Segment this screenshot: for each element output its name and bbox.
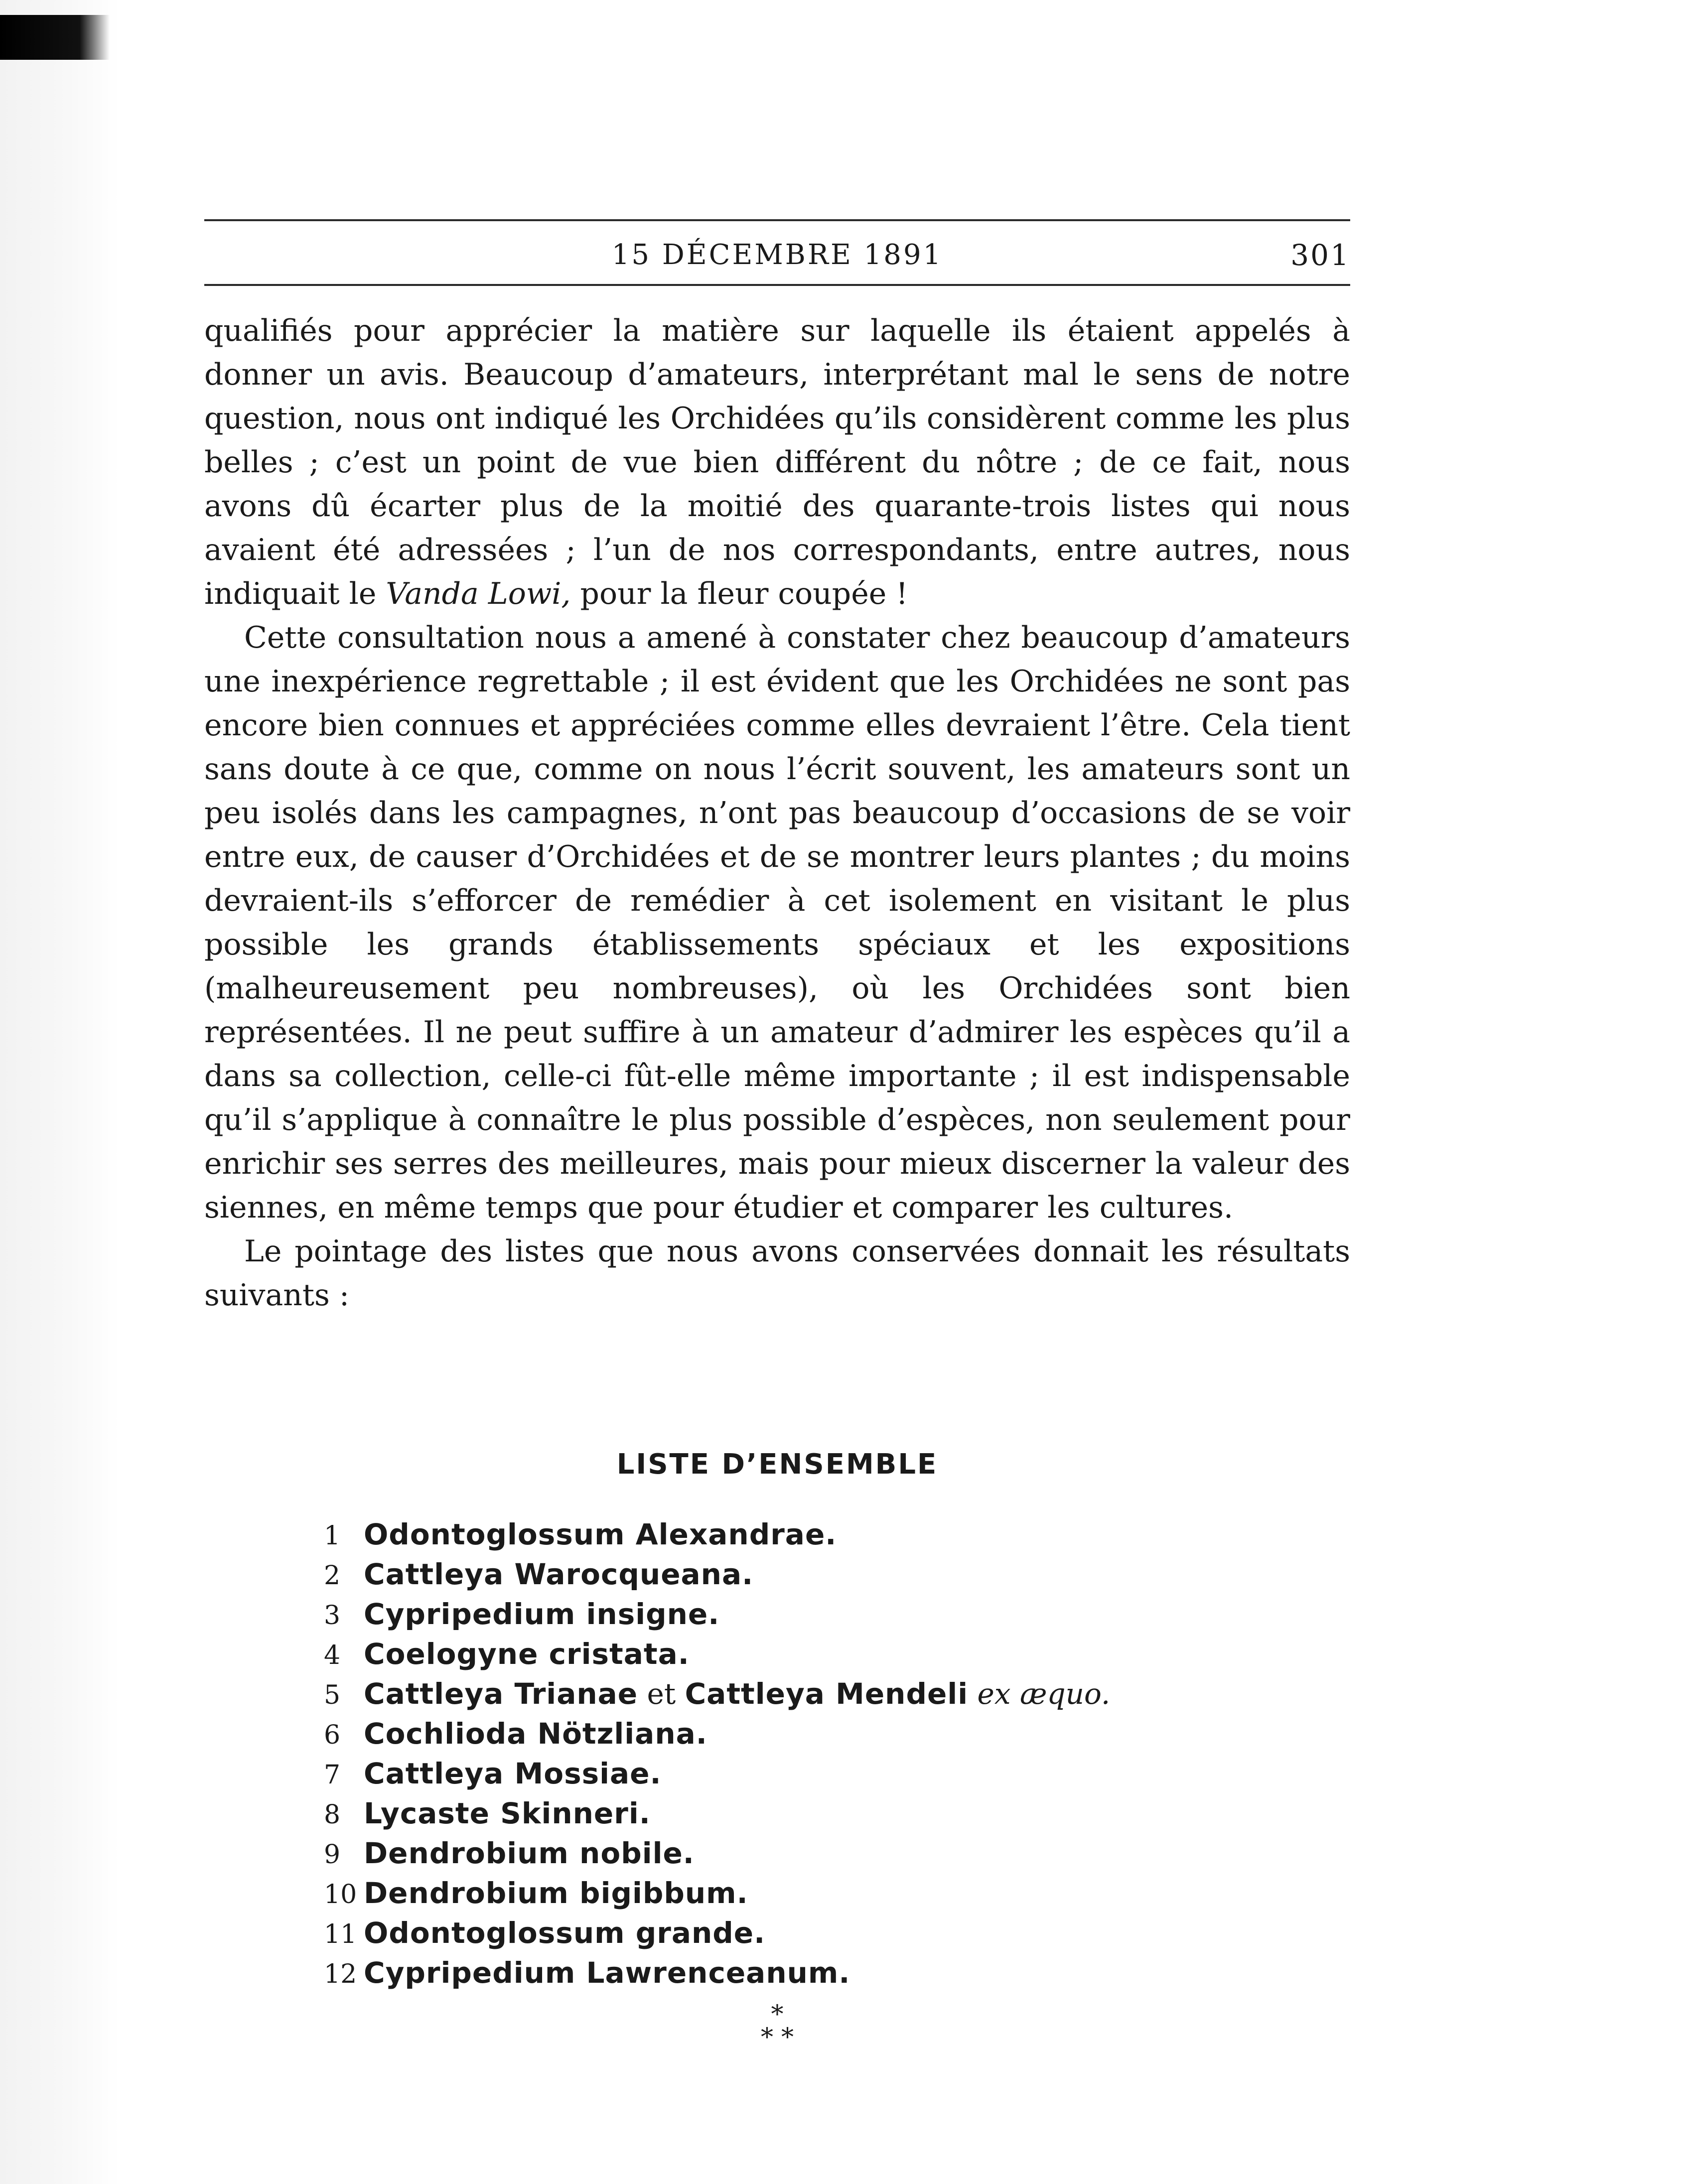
header-rule-top	[204, 219, 1350, 221]
list-item-number: 1	[324, 1521, 341, 1551]
species-name: Dendrobium nobile.	[364, 1836, 695, 1870]
list-item	[324, 1913, 1270, 1953]
connector-text: et	[638, 1677, 685, 1711]
list-item	[324, 1634, 1270, 1674]
header-date: 15 DÉCEMBRE 1891	[611, 239, 943, 271]
list-item	[324, 1793, 1270, 1833]
species-name: Dendrobium bigibbum.	[364, 1876, 748, 1910]
body-text	[204, 309, 1350, 1317]
species-name: Cypripedium Lawrenceanum.	[364, 1956, 850, 1990]
italic-text: Vanda Lowi,	[386, 576, 571, 611]
paragraph-text: Cette consultation nous a amené à constater chez beaucoup d’amateurs une inexpérience regrettable ; il est évident que les Orchidées ne sont pas encore bien connues et appréciées comme elles devraient l’être. Cela tient sans doute à ce que, comme on nous l’écrit souvent, les amateurs sont un peu isolés dans les campagnes, n’ont pas beaucoup d’occasions de se voir entre eux, de causer d’Orchidées et de se montrer leurs plantes ; du moins devraient-ils s’efforcer de remédier à cet isolement en visitant le plus possible les grands établissements spéciaux et les expositions (malheureusement peu nombreuses), où les Orchidées sont bien représentées. Il ne peut suffire à un amateur d’admirer les espèces qu’il a dans sa collection, celle-ci fût-elle même importante ; il est indispensable qu’il s’applique à connaître le plus possible d’espèces, non seulement pour enrichir ses serres des meilleures, mais pour mieux discerner la valeur des siennes, en même temps que pour étudier et comparer les cultures.	[204, 620, 1350, 1225]
list-item-number: 2	[324, 1561, 341, 1591]
list-item-number: 8	[324, 1800, 341, 1830]
species-name: Cypripedium insigne.	[364, 1597, 720, 1631]
species-name: Odontoglossum grande.	[364, 1916, 766, 1950]
list-item	[324, 1594, 1270, 1634]
list-item	[324, 1714, 1270, 1754]
asterism-top: *	[771, 2000, 784, 2029]
paragraph-text: qualifiés pour apprécier la matière sur laquelle ils étaient appelés à donner un avis. Beaucoup d’amateurs, interprétant mal le sens de notre question, nous ont indiqué les Orchidées qu’ils considèrent comme les plus belles ; c’est un point de vue bien différent du nôtre ; de ce fait, nous avons dû écarter plus de la moitié des quarante-trois listes qui nous avaient été adressées ; l’un de nos correspondants, entre autres, nous indiquait le	[204, 313, 1350, 611]
species-name: Odontoglossum Alexandrae.	[364, 1517, 837, 1551]
paragraph	[204, 1229, 1350, 1317]
species-name-secondary: Cattleya Mendeli	[685, 1677, 969, 1711]
list-item	[324, 1833, 1270, 1873]
species-name: Coelogyne cristata.	[364, 1637, 690, 1671]
scan-margin	[0, 0, 120, 2184]
paragraph-text: Le pointage des listes que nous avons conservées donnait les résultats suivants :	[204, 1234, 1350, 1313]
list-item	[324, 1873, 1270, 1913]
list-item	[324, 1953, 1270, 1993]
paragraph	[204, 616, 1350, 1229]
list-item-number: 5	[324, 1680, 341, 1710]
list-item	[324, 1514, 1270, 1554]
list-item-number: 10	[324, 1880, 357, 1910]
list-item-number: 7	[324, 1760, 341, 1790]
list-title: LISTE D’ENSEMBLE	[616, 1448, 938, 1481]
species-name: Lycaste Skinneri.	[364, 1796, 651, 1830]
species-name: Cattleya Trianae	[364, 1677, 638, 1711]
list-item	[324, 1754, 1270, 1793]
species-list	[324, 1514, 1270, 1993]
asterism	[727, 2000, 827, 2062]
header-rule-bottom	[204, 284, 1350, 286]
list-item-number: 3	[324, 1601, 341, 1631]
paragraph	[204, 309, 1350, 616]
asterism-bottom: * *	[761, 2023, 794, 2051]
list-item-number: 4	[324, 1640, 341, 1670]
book-page	[204, 199, 1350, 2051]
ex-aequo-note: ex æquo.	[977, 1677, 1111, 1711]
list-item-number: 12	[324, 1959, 357, 1989]
list-item-number: 9	[324, 1840, 341, 1870]
species-name: Cattleya Warocqueana.	[364, 1557, 754, 1591]
list-item-number: 6	[324, 1720, 341, 1750]
scan-shadow	[0, 15, 110, 60]
list-item	[324, 1554, 1270, 1594]
species-name: Cochlioda Nötzliana.	[364, 1717, 707, 1751]
running-header	[204, 230, 1350, 280]
page-number: 301	[1290, 238, 1350, 272]
paragraph-text: pour la fleur coupée !	[570, 576, 908, 611]
species-name: Cattleya Mossiae.	[364, 1757, 662, 1790]
list-item	[324, 1674, 1270, 1714]
list-item-number: 11	[324, 1919, 357, 1949]
